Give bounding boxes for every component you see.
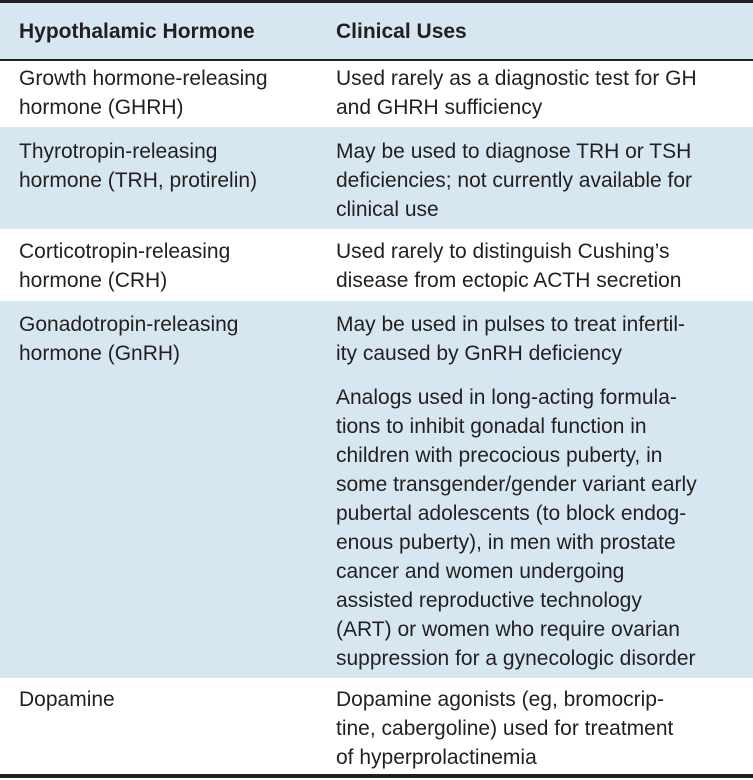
table-row xyxy=(0,301,753,678)
table-row xyxy=(0,127,753,229)
table-header-row xyxy=(0,3,753,59)
column-header-hormone: Hypothalamic Hormone xyxy=(19,20,255,43)
clinical-uses-cell: Used rarely to distinguish Cushing’s disease from ectopic ACTH secretion xyxy=(336,240,682,292)
clinical-uses-cell: Analogs used in long-acting formula- tions to inhibit gonadal function in children with precocious puberty, in some transgender/gender variant early pubertal adolescents (to block endog- enous puberty), in men with prostate cancer and women undergoing assisted reproductive technology (ART) or women who require ovarian suppression for a gynecologic disorder xyxy=(336,386,697,670)
clinical-uses-cell: May be used to diagnose TRH or TSH deficiencies; not currently available for clinical use xyxy=(336,140,693,221)
table-row xyxy=(0,678,753,774)
clinical-uses-cell: Dopamine agonists (eg, bromocrip- tine, cabergoline) used for treatment of hyperprolactinemia xyxy=(336,688,674,769)
table-row xyxy=(0,229,753,301)
clinical-uses-cell: Used rarely as a diagnostic test for GH and GHRH sufficiency xyxy=(336,67,697,119)
hormone-cell: Gonadotropin-releasing hormone (GnRH) xyxy=(19,313,239,365)
hormone-cell: Growth hormone-releasing hormone (GHRH) xyxy=(19,67,268,119)
bottom-rule xyxy=(0,774,753,778)
clinical-uses-cell: May be used in pulses to treat infertil- ity caused by GnRH deficiency xyxy=(336,313,686,365)
hormone-cell: Corticotropin-releasing hormone (CRH) xyxy=(19,240,231,292)
hormone-cell: Dopamine xyxy=(19,688,115,711)
table-row xyxy=(0,61,753,127)
column-header-clinical-uses: Clinical Uses xyxy=(336,20,467,43)
hormone-cell: Thyrotropin-releasing hormone (TRH, protirelin) xyxy=(19,140,258,192)
